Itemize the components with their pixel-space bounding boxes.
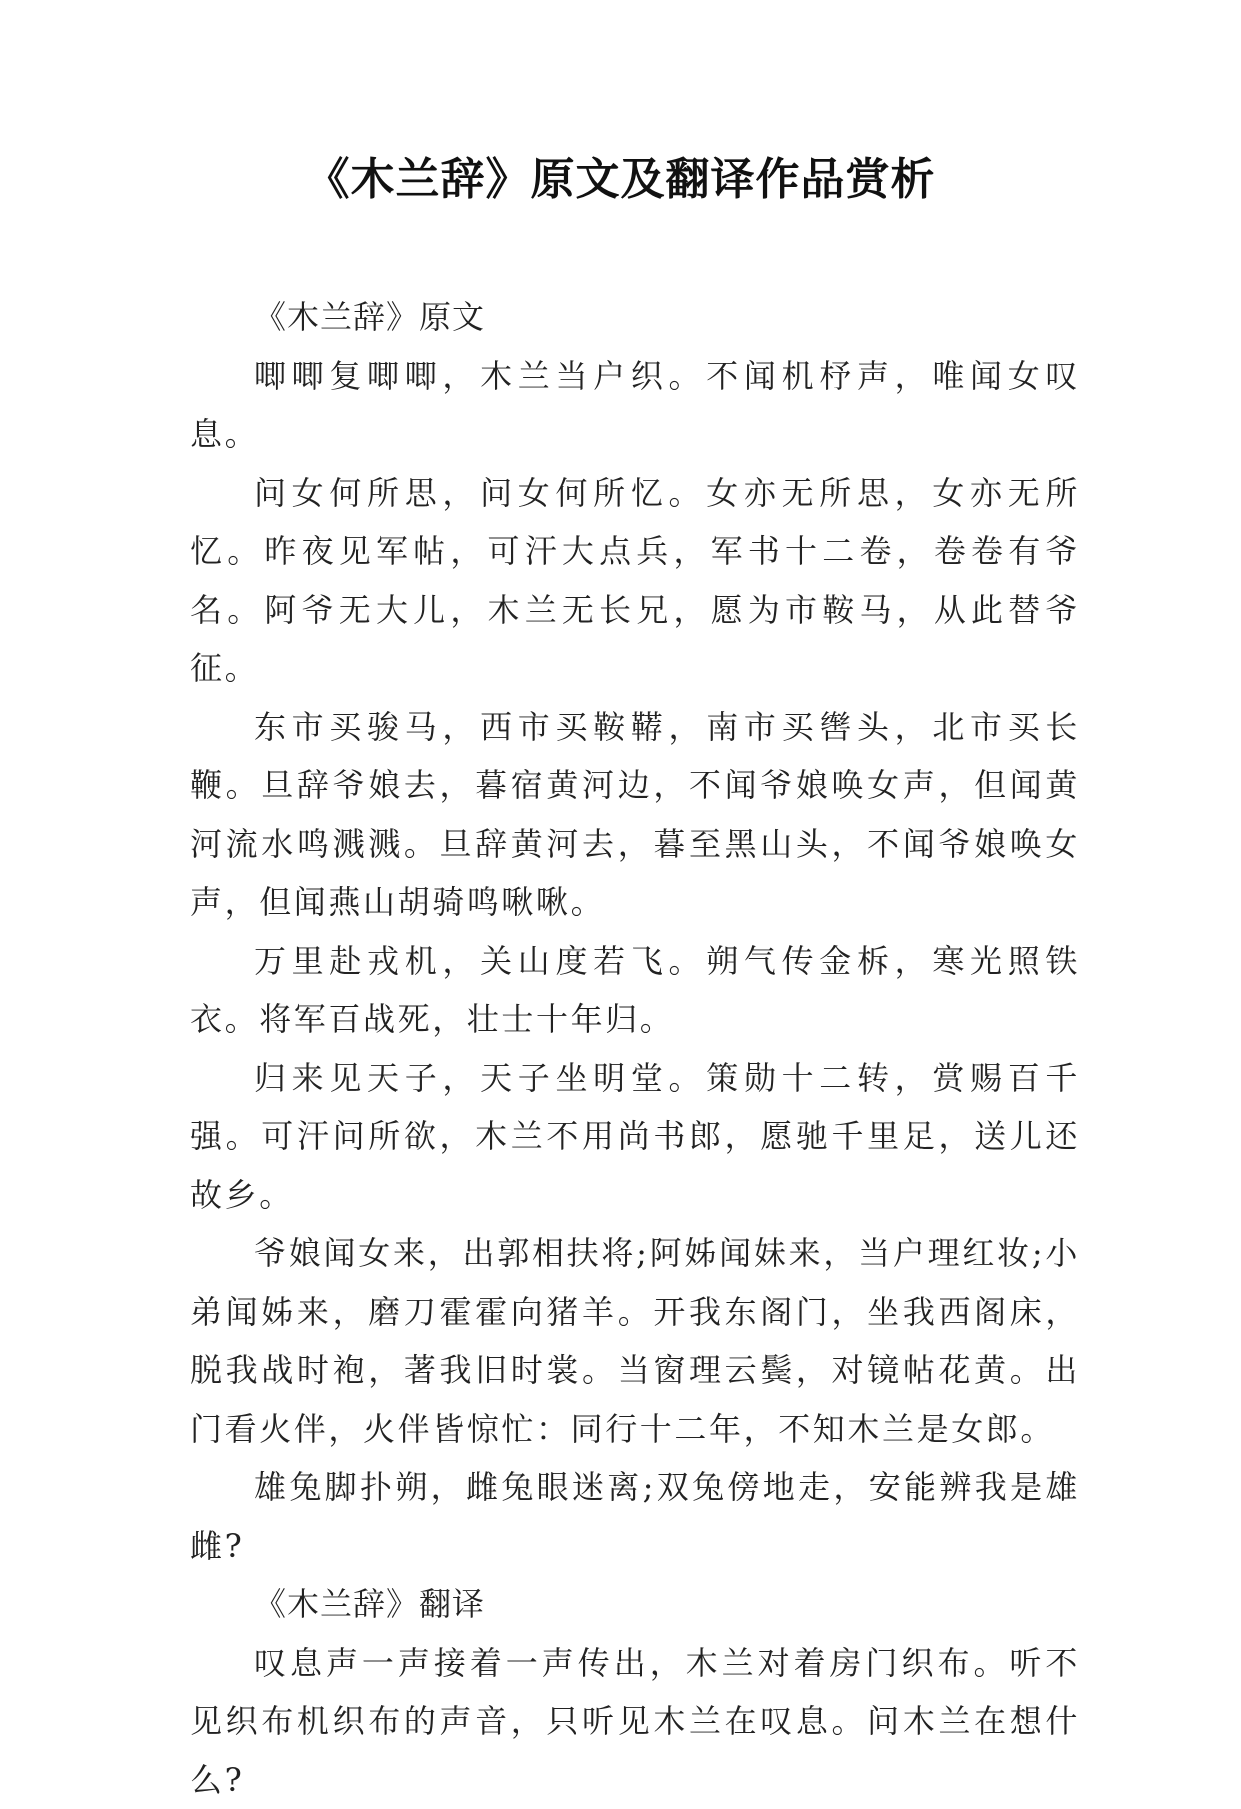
- paragraph: 东市买骏马，西市买鞍鞯，南市买辔头，北市买长鞭。旦辞爷娘去，暮宿黄河边，不闻爷娘唤女声，但闻黄河流水鸣溅溅。旦辞黄河去，暮至黑山头，不闻爷娘唤女声，但闻燕山胡骑鸣啾啾。: [190, 698, 1080, 932]
- paragraph: 归来见天子，天子坐明堂。策勋十二转，赏赐百千强。可汗问所欲，木兰不用尚书郎，愿驰千里足，送儿还故乡。: [190, 1049, 1080, 1225]
- paragraph: 爷娘闻女来，出郭相扶将;阿姊闻妹来，当户理红妆;小弟闻姊来，磨刀霍霍向猪羊。开我东阁门，坐我西阁床，脱我战时袍，著我旧时裳。当窗理云鬓，对镜帖花黄。出门看火伴，火伴皆惊忙：同行十二年，不知木兰是女郎。: [190, 1224, 1080, 1458]
- section-heading-original: 《木兰辞》原文: [190, 288, 1080, 347]
- document-title: 《木兰辞》原文及翻译作品赏析: [0, 150, 1241, 210]
- document-body: [190, 288, 1080, 1809]
- section-heading-translation: 《木兰辞》翻译: [190, 1575, 1080, 1634]
- paragraph: 万里赴戎机，关山度若飞。朔气传金柝，寒光照铁衣。将军百战死，壮士十年归。: [190, 932, 1080, 1049]
- paragraph: 叹息声一声接着一声传出，木兰对着房门织布。听不见织布机织布的声音，只听见木兰在叹息。问木兰在想什么?: [190, 1634, 1080, 1809]
- paragraph: 雄兔脚扑朔，雌兔眼迷离;双兔傍地走，安能辨我是雄雌?: [190, 1458, 1080, 1575]
- paragraph: 唧唧复唧唧，木兰当户织。不闻机杼声，唯闻女叹息。: [190, 347, 1080, 464]
- paragraph: 问女何所思，问女何所忆。女亦无所思，女亦无所忆。昨夜见军帖，可汗大点兵，军书十二卷，卷卷有爷名。阿爷无大儿，木兰无长兄，愿为市鞍马，从此替爷征。: [190, 464, 1080, 698]
